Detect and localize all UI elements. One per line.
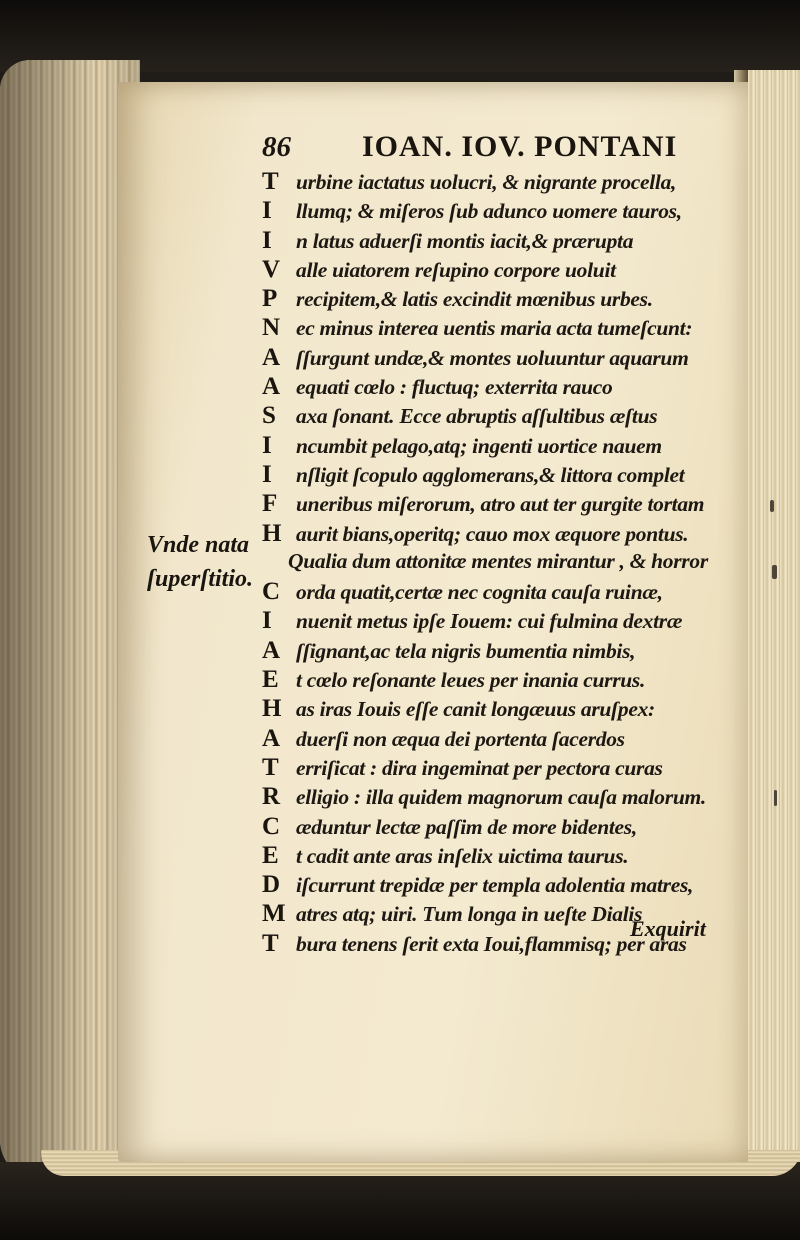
verse-line <box>262 754 762 783</box>
verse-initial: E <box>262 666 279 694</box>
verse-initial: V <box>262 255 281 283</box>
verse-initial: I <box>262 607 272 635</box>
verse-line <box>262 607 762 636</box>
verse-line-text: uneribus miſerorum, atro aut ter gurgite tortam <box>296 492 705 517</box>
verse-initial: A <box>262 343 281 371</box>
verse-line-text: axa ſonant. Ecce abruptis aſſultibus æſtus <box>296 404 658 429</box>
verse-line <box>262 490 762 519</box>
verse-line-text: æduntur lectæ paſſim de more bidentes, <box>296 814 637 839</box>
verse-initial: C <box>262 812 281 840</box>
verse-initial: E <box>262 841 279 869</box>
verse-line <box>262 461 762 490</box>
verse-line <box>262 549 762 578</box>
verse-initial: I <box>262 226 272 254</box>
verse-line <box>262 402 762 431</box>
verse-initial: P <box>262 285 278 313</box>
verse-initial: N <box>262 314 281 342</box>
verse-initial: A <box>262 724 281 752</box>
verse-initial: H <box>262 695 282 723</box>
verse-initial: T <box>262 753 279 781</box>
verse-line-text: t cœlo reſonante leues per inania currus. <box>296 668 646 693</box>
ink-mark <box>772 565 777 579</box>
verse-initial: C <box>262 578 281 606</box>
verse-line-text: ſſurgunt undæ,& montes uoluuntur aquarum <box>296 345 689 370</box>
verse-line <box>262 314 762 343</box>
verse-line-text: llumq; & miſeros ſub adunco uomere tauros, <box>296 199 682 224</box>
verse-line-text: duerſi non æqua dei portenta ſacerdos <box>296 726 625 751</box>
verse-line <box>262 578 762 607</box>
verse-line <box>262 373 762 402</box>
verse-line-text: n latus aduerſi montis iacit,& prærupta <box>296 228 634 253</box>
verse-initial: F <box>262 490 278 518</box>
verse-initial: H <box>262 519 282 547</box>
marginal-note-line: ſuperſtitio. <box>147 566 253 592</box>
verse-initial: T <box>262 929 279 957</box>
page-number: 86 <box>262 131 291 163</box>
verse-line-text: atres atq; uiri. Tum longa in ueſte Dialis <box>296 902 643 927</box>
verse-line <box>262 227 762 256</box>
verse-line <box>262 520 762 549</box>
verse-initial: I <box>262 460 272 488</box>
verse-line-text: t cadit ante aras inſelix uictima taurus. <box>296 843 629 868</box>
verse-initial: I <box>262 431 272 459</box>
verse-line-text: alle uiatorem reſupino corpore uoluit <box>296 257 616 282</box>
verse-line-text: as iras Iouis eſſe canit longæuus aruſpex: <box>296 697 655 722</box>
verse-line <box>262 695 762 724</box>
verse-line <box>262 168 762 197</box>
verse-initial: D <box>262 871 281 899</box>
verse-line <box>262 783 762 812</box>
verse-line-text: Qualia dum attonitæ mentes mirantur , & horror <box>288 548 708 573</box>
verse-line <box>262 256 762 285</box>
verse-line <box>262 285 762 314</box>
verse-line <box>262 871 762 900</box>
verse-initial: R <box>262 783 281 811</box>
verse-line-text: aurit bians,operitq; cauo mox æquore pontus. <box>296 521 689 546</box>
verse-line <box>262 197 762 226</box>
ink-mark <box>770 500 774 512</box>
verse-line-text: ſſignant,ac tela nigris bumentia nimbis, <box>296 638 636 663</box>
verse-line-text: elligio : illa quidem magnorum cauſa malorum. <box>296 785 706 810</box>
verse-initial: A <box>262 636 281 664</box>
verse-text <box>262 168 762 959</box>
verse-initial: M <box>262 900 286 928</box>
verse-line-text: orda quatit,certæ nec cognita cauſa ruinæ, <box>296 580 663 605</box>
verse-line-text: equati cœlo : fluctuq; exterrita rauco <box>296 375 613 400</box>
verse-line-text: nuenit metus ipſe Iouem: cui fulmina dextræ <box>296 609 683 634</box>
running-title: IOAN. IOV. PONTANI <box>362 130 678 163</box>
verse-line-text: nſligit ſcopulo agglomerans,& littora complet <box>296 462 685 487</box>
running-head <box>262 130 762 170</box>
ink-mark <box>774 790 777 806</box>
verse-initial: I <box>262 197 272 225</box>
marginal-note <box>147 528 253 596</box>
verse-line <box>262 813 762 842</box>
verse-line-text: bura tenens ſerit exta Ioui,flammisq; per aras <box>296 931 687 956</box>
verse-line <box>262 432 762 461</box>
verse-initial: S <box>262 402 276 430</box>
verse-line-text: recipitem,& latis excindit mœnibus urbes. <box>296 287 653 312</box>
verse-line <box>262 666 762 695</box>
verse-line <box>262 842 762 871</box>
catchword: Exquirit <box>630 916 706 941</box>
verse-line-text: erriſicat : dira ingeminat per pectora curas <box>296 755 663 780</box>
verse-initial: A <box>262 373 281 401</box>
marginal-note-line: Vnde nata <box>147 532 250 558</box>
verse-initial: T <box>262 168 279 195</box>
verse-line-text: iſcurrunt trepidæ per templa adolentia matres, <box>296 873 694 898</box>
verse-line <box>262 637 762 666</box>
verse-line-text: ncumbit pelago,atq; ingenti uortice nauem <box>296 433 662 458</box>
verse-line-text: urbine iactatus uolucri, & nigrante procella, <box>296 170 677 194</box>
verse-line <box>262 344 762 373</box>
verse-line <box>262 725 762 754</box>
verse-line-text: ec minus interea uentis maria acta tumeſcunt: <box>296 316 693 341</box>
